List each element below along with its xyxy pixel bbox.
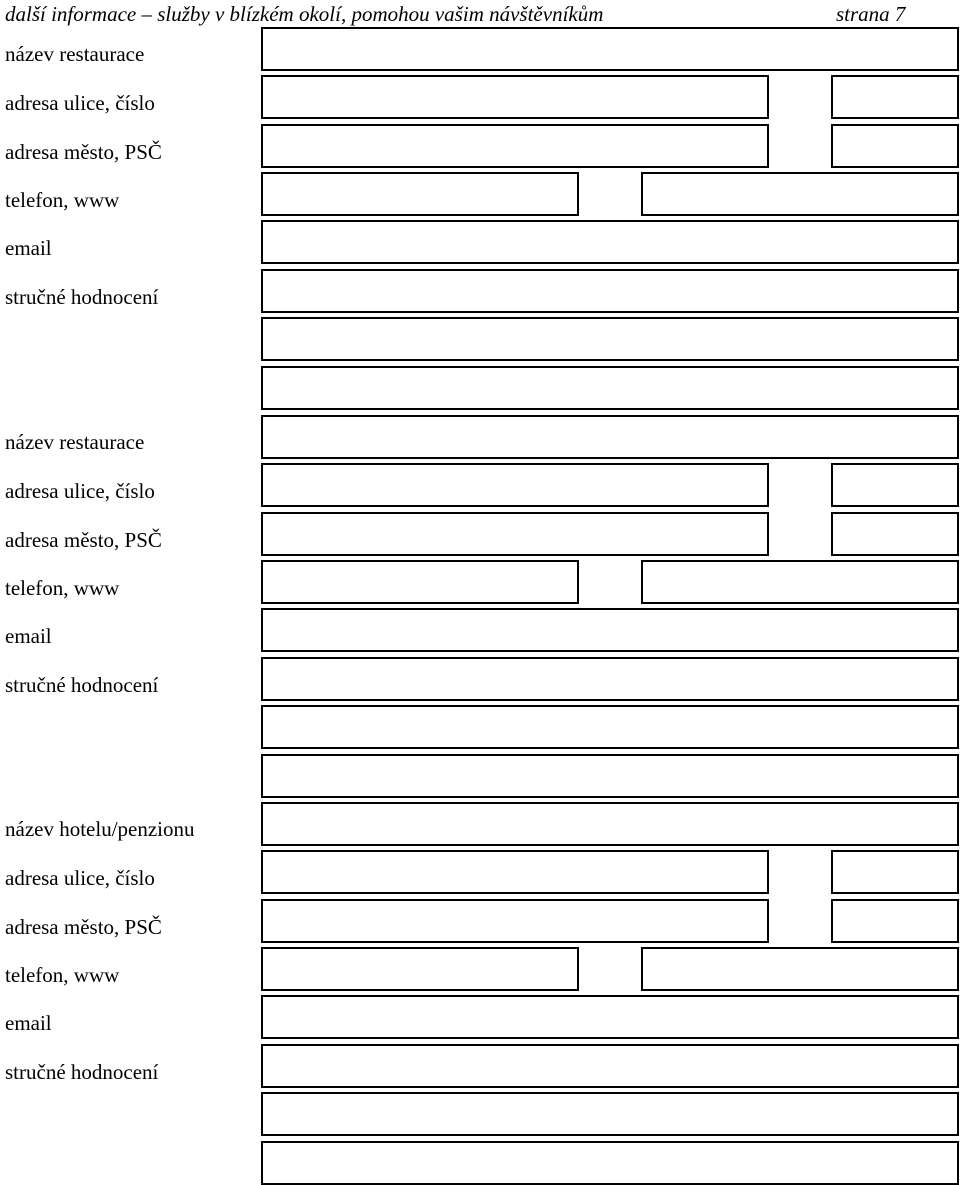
zip-field[interactable] [831, 512, 959, 556]
city-label: adresa město, PSČ [5, 140, 162, 164]
page-number: strana 7 [836, 2, 906, 26]
street-number-field[interactable] [831, 850, 959, 894]
review-field[interactable] [261, 317, 959, 361]
page-title: další informace – služby v blízkém okolí, pomohou vašim návštěvníkům [5, 2, 604, 26]
city-field[interactable] [261, 124, 769, 168]
street-number-field[interactable] [831, 463, 959, 507]
contact-label: telefon, www [5, 188, 120, 212]
www-field[interactable] [641, 560, 959, 604]
restaurant-name-label: název restaurace [5, 430, 145, 454]
email-label: email [5, 624, 52, 648]
name-field[interactable] [261, 27, 959, 71]
review-field[interactable] [261, 657, 959, 701]
phone-field[interactable] [261, 947, 579, 991]
email-field[interactable] [261, 220, 959, 264]
phone-field[interactable] [261, 172, 579, 216]
street-label: adresa ulice, číslo [5, 866, 155, 890]
review-label: stručné hodnocení [5, 1060, 159, 1084]
city-label: adresa město, PSČ [5, 528, 162, 552]
review-field[interactable] [261, 1141, 959, 1185]
zip-field[interactable] [831, 124, 959, 168]
street-number-field[interactable] [831, 75, 959, 119]
street-field[interactable] [261, 463, 769, 507]
phone-field[interactable] [261, 560, 579, 604]
review-label: stručné hodnocení [5, 285, 159, 309]
email-field[interactable] [261, 608, 959, 652]
contact-label: telefon, www [5, 576, 120, 600]
email-field[interactable] [261, 995, 959, 1039]
review-label: stručné hodnocení [5, 673, 159, 697]
city-label: adresa město, PSČ [5, 915, 162, 939]
street-label: adresa ulice, číslo [5, 91, 155, 115]
www-field[interactable] [641, 947, 959, 991]
review-field[interactable] [261, 1044, 959, 1088]
review-field[interactable] [261, 705, 959, 749]
review-field[interactable] [261, 754, 959, 798]
email-label: email [5, 236, 52, 260]
name-field[interactable] [261, 415, 959, 459]
street-label: adresa ulice, číslo [5, 479, 155, 503]
zip-field[interactable] [831, 899, 959, 943]
email-label: email [5, 1011, 52, 1035]
review-field[interactable] [261, 366, 959, 410]
city-field[interactable] [261, 899, 769, 943]
street-field[interactable] [261, 75, 769, 119]
www-field[interactable] [641, 172, 959, 216]
hotel-name-label: název hotelu/penzionu [5, 817, 195, 841]
city-field[interactable] [261, 512, 769, 556]
street-field[interactable] [261, 850, 769, 894]
review-field[interactable] [261, 269, 959, 313]
contact-label: telefon, www [5, 963, 120, 987]
restaurant-name-label: název restaurace [5, 42, 145, 66]
review-field[interactable] [261, 1092, 959, 1136]
name-field[interactable] [261, 802, 959, 846]
